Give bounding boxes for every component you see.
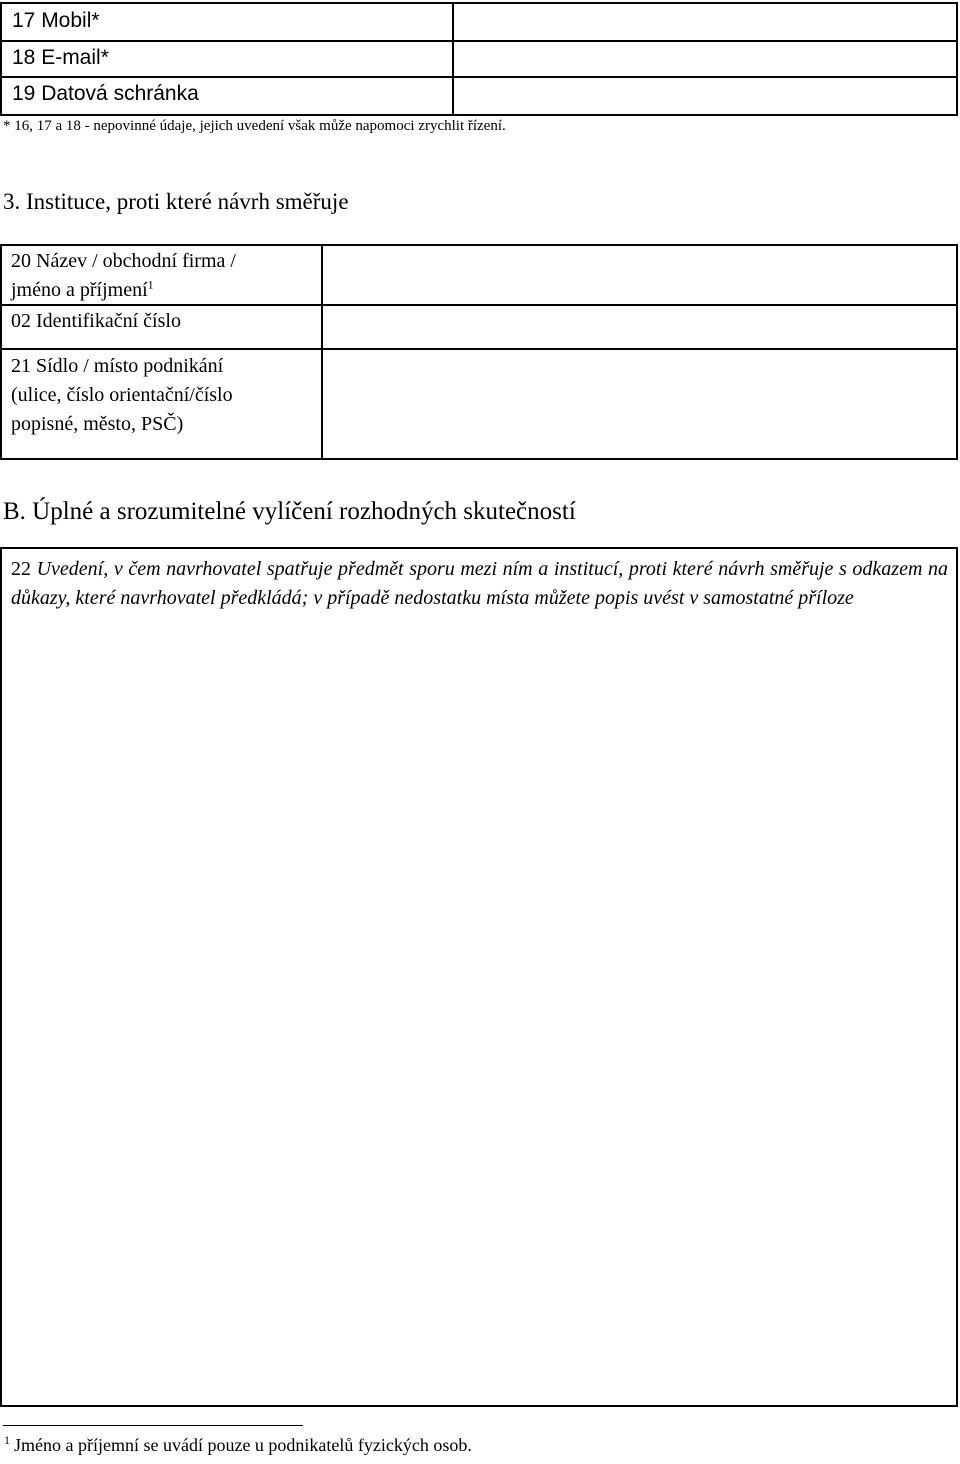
data-box-label: 19 Datová schránka [12,82,199,105]
footnote-number: 1 [4,1433,10,1447]
footnote [4,1434,472,1456]
institution-name-label [11,247,236,305]
footnote-ref: 1 [147,277,154,292]
contact-table-divider [452,2,454,116]
description-field-text: Uvedení, v čem navrhovatel spatřuje předmět sporu mezi ním a institucí, proti které návrh směřuje s odkazem na důkazy, které navrhovatel předkládá; v případě nedostatku místa můžete popis uvést v samostatné příloze [11,558,948,609]
institution-id-field[interactable] [324,306,956,348]
section-b-title: B. Úplné a srozumitelné vylíčení rozhodných skutečností [3,498,576,525]
email-label: 18 E-mail* [12,46,109,69]
email-field[interactable] [455,42,956,76]
institution-address-field[interactable] [324,350,956,458]
footnote-separator [3,1425,303,1426]
mobile-field[interactable] [455,4,956,40]
description-instructions [11,555,948,613]
institution-address-label-line1: 21 Sídlo / místo podnikání [11,355,224,377]
section-3-title: 3. Instituce, proti které návrh směřuje [3,189,349,214]
mobile-label: 17 Mobil* [12,9,100,32]
institution-table-divider [321,244,323,460]
institution-name-label-line2 [11,276,236,305]
institution-address-label-line2: (ulice, číslo orientační/číslo [11,384,233,406]
institution-address-label [11,352,233,439]
optional-fields-note: * 16, 17 a 18 - nepovinné údaje, jejich uvedení však může napomoci zrychlit řízení. [3,118,506,134]
institution-name-label-text: jméno a příjmení [11,279,148,301]
institution-id-label: 02 Identifikační číslo [11,310,181,332]
data-box-field[interactable] [455,78,956,114]
institution-address-label-line3: popisné, město, PSČ) [11,413,184,435]
description-field-number: 22 [11,558,31,580]
footnote-text: Jméno a příjemní se uvádí pouze u podnikatelů fyzických osob. [14,1435,472,1455]
institution-name-label-line1: 20 Název / obchodní firma / [11,250,236,272]
institution-name-field[interactable] [324,246,956,304]
description-field[interactable] [2,645,956,1405]
